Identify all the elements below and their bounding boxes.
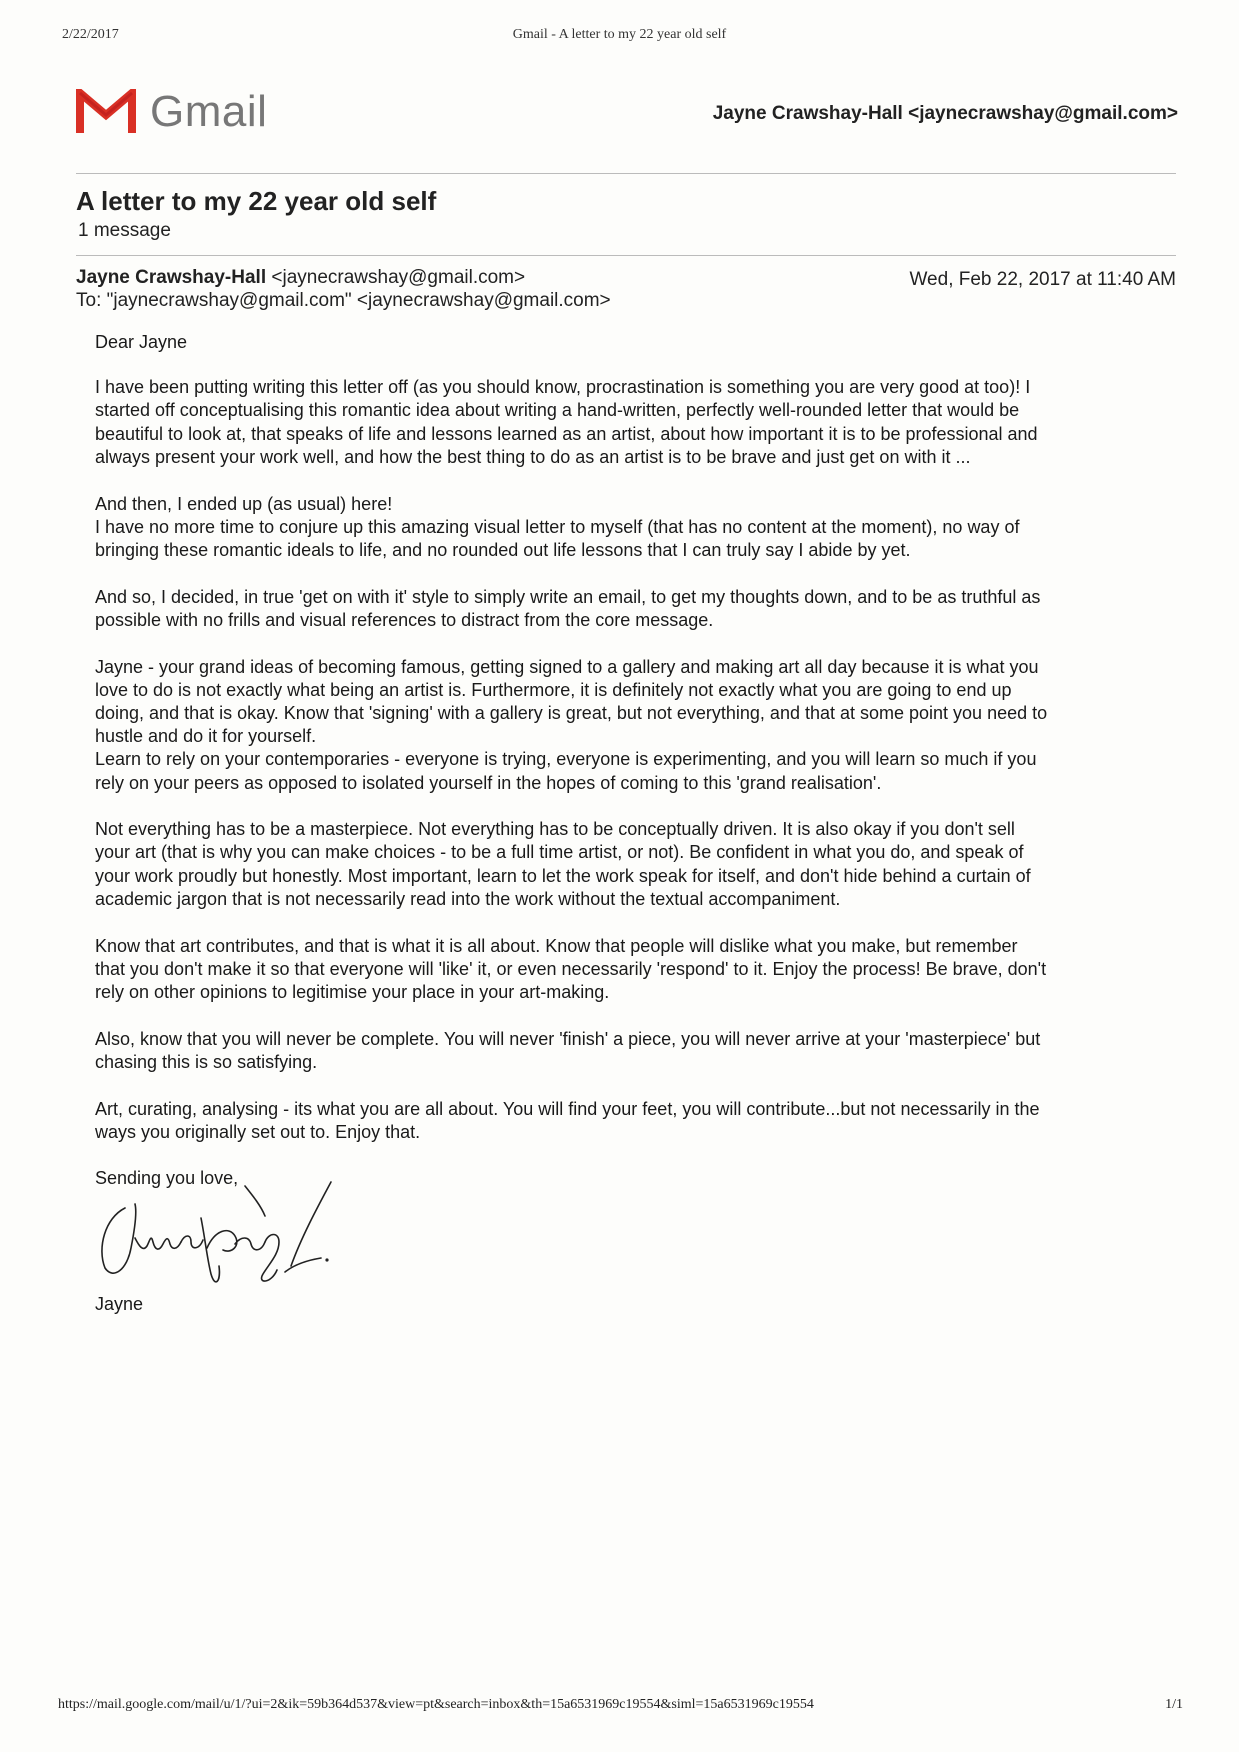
recipient-line: To: "jaynecrawshay@gmail.com" <jaynecrawshay@gmail.com> xyxy=(76,290,611,311)
thread-subject: A letter to my 22 year old self xyxy=(76,186,437,216)
print-page-number: 1/1 xyxy=(1165,1697,1183,1712)
body-paragraph: Not everything has to be a masterpiece. Not everything has to be conceptually driven. It is also okay if you don't sell your art (that is why you can make choices - to be a full time artist, or not). Be confident in what you do, and speak of your work proudly but honestly. Most important, learn to let the work speak for itself, and don't hide behind a curtain of academic jargon that is not necessarily read into the work without the textual accompaniment. xyxy=(95,819,1031,909)
account-label: Jayne Crawshay-Hall <jaynecrawshay@gmail.com> xyxy=(712,103,1178,124)
gmail-m-icon xyxy=(76,89,136,135)
message-count: 1 message xyxy=(78,220,171,241)
message-date: Wed, Feb 22, 2017 at 11:40 AM xyxy=(909,269,1176,290)
handwritten-signature xyxy=(95,1178,345,1288)
body-paragraph: Also, know that you will never be complete. You will never 'finish' a piece, you will never arrive at your 'masterpiece' but chasing this is so satisfying. xyxy=(95,1028,1041,1072)
gmail-logo-text: Gmail xyxy=(150,87,268,136)
body-paragraph: Jayne - your grand ideas of becoming famous, getting signed to a gallery and making art all day because it is what you love to do is not exactly what being an artist is. Furthermore, it is definitely not exactly what you are going to end up doing, and that is okay. Know that 'signing' with a gallery is great, but not everything, and that at some point you need to hustle and do it for yourself. Learn to rely on your contemporaries - everyone is trying, everyone is experimenting, and you will learn so much if you rely on your peers as opposed to isolated yourself in the hopes of coming to this 'grand realisation'. xyxy=(95,656,1048,793)
sender-line xyxy=(76,267,525,289)
signoff: Sending you love, xyxy=(95,1168,239,1189)
body-paragraph: I have been putting writing this letter off (as you should know, procrastination is something you are very good at too)! I started off conceptualising this romantic idea about writing a hand-written, perfectly well-rounded letter that would be beautiful to look at, that speaks of life and lessons learned as an artist, about how important it is to be professional and always present your work well, and how the best thing to do as an artist is to be brave and just get on with it ... xyxy=(95,377,1038,467)
greeting: Dear Jayne xyxy=(95,332,188,352)
sender-email: <jaynecrawshay@gmail.com> xyxy=(266,267,526,288)
signature-name: Jayne xyxy=(95,1294,144,1314)
sender-name: Jayne Crawshay-Hall xyxy=(76,267,267,288)
gmail-logo[interactable] xyxy=(76,86,267,138)
print-page-title: Gmail - A letter to my 22 year old self xyxy=(512,27,727,42)
body-paragraph: And then, I ended up (as usual) here! I have no more time to conjure up this amazing visual letter to myself (that has no content at the moment), no way of bringing these romantic ideals to life, and no rounded out life lessons that I can truly say I abide by yet. xyxy=(95,493,1020,560)
subject-divider xyxy=(76,255,1176,256)
body-paragraph: Art, curating, analysing - its what you are all about. You will find your feet, you will contribute...but not necessarily in the ways you originally set out to. Enjoy that. xyxy=(95,1098,1040,1142)
print-footer-url: https://mail.google.com/mail/u/1/?ui=2&ik=59b364d537&view=pt&search=inbox&th=15a6531969c19554&siml=15a6531969c19554 xyxy=(58,1697,814,1712)
body-paragraph: Know that art contributes, and that is what it is all about. Know that people will dislike what you make, but remember that you don't make it so that everyone will 'like' it, or even necessarily 'respond' to it. Enjoy the process! Be brave, don't rely on other opinions to legitimise your place in your art-making. xyxy=(95,935,1047,1002)
header-divider xyxy=(76,173,1176,174)
message-body xyxy=(95,331,1175,1191)
body-paragraph: And so, I decided, in true 'get on with it' style to simply write an email, to get my thoughts down, and to be as truthful as possible with no frills and visual references to distract from the core message. xyxy=(95,586,1041,630)
print-date: 2/22/2017 xyxy=(62,27,119,42)
